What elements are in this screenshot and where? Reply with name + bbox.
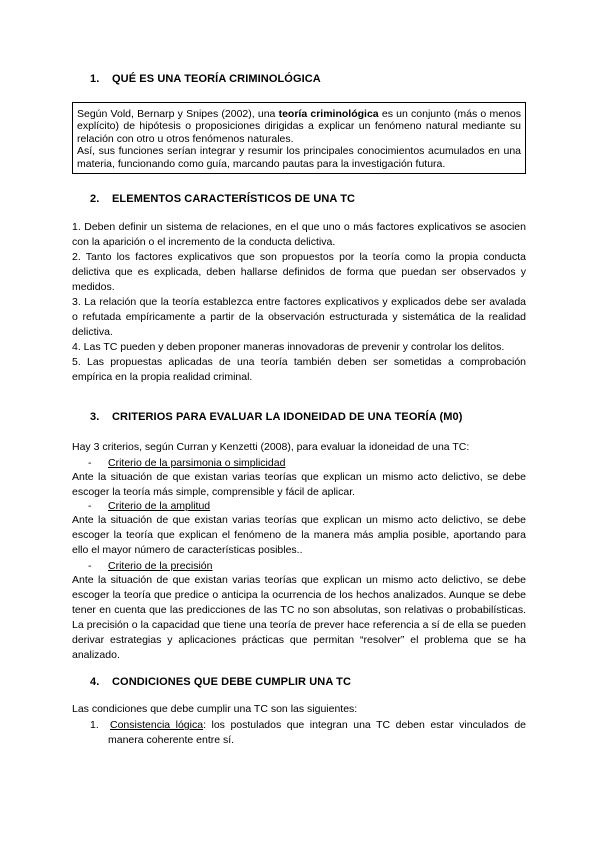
- criterion-3-bullet: [88, 560, 212, 572]
- condition-item-1-number: 1.: [90, 719, 99, 731]
- criterion-1-bullet: [88, 457, 285, 469]
- criterion-3-paragraph: Ante la situación de que existan varias teorías que explican un mismo acto delictivo, se debe escoger la teoría que predice o anticipa la ocurrencia de los hechos analizados. Aunque se debe tener en cuenta que las predicciones de las TC no son absolutas, son relativas o probabilísticas. La precisión o la capacidad que tiene una teoría de prever hace referencia a sí de ella se pueden derivar estrategias y aplicaciones prácticas que permitan “resolver” el problema que se ha analizado.: [72, 574, 526, 661]
- criterion-1-title: Criterio de la parsimonia o simplicidad: [108, 457, 286, 469]
- condition-item-1: [90, 718, 526, 748]
- condition-item-1-text: [90, 718, 526, 748]
- element-item: 2. Tanto los factores explicativos que son propuestos por la teoría como la propia conducta delictiva que es explicada, deben hallarse definidos de forma que puedan ser observados y medidos.: [72, 251, 526, 293]
- criterion-2-paragraph: Ante la situación de que existan varias teorías que explican un mismo acto delictivo, se debe escoger la teoría que explican el fenómeno de la manera más amplia posible, aportando para ello el mayor número de características posibles..: [72, 514, 526, 556]
- definition-paragraph: [77, 108, 521, 145]
- section-4-title: CONDICIONES QUE DEBE CUMPLIR UNA TC: [112, 676, 351, 688]
- element-item: 3. La relación que la teoría establezca entre factores explicativos y explicados debe ser avalada o refutada empíricamente a partir de la observación estructurada y sistemática de la realidad delictiva.: [72, 296, 526, 338]
- section-2-heading: [90, 193, 355, 205]
- section-2-number: 2.: [90, 193, 100, 205]
- element-item: 1. Deben definir un sistema de relaciones, en el que uno o más factores explicativos se asocien con la aparición o el incremento de la conducta delictiva.: [72, 221, 526, 248]
- definition-text-start: Según Vold, Bernarp y Snipes (2002), una: [77, 108, 279, 120]
- section-1-title: QUÉ ES UNA TEORÍA CRIMINOLÓGICA: [112, 73, 321, 85]
- criterion-2-text: [72, 513, 526, 558]
- elements-list: [72, 220, 526, 385]
- criterion-1-paragraph: Ante la situación de que existan varias teorías que explican un mismo acto delictivo, se debe escoger la teoría más simple, comprensible y fácil de aplicar.: [72, 471, 526, 498]
- criterion-3-title: Criterio de la precisión: [108, 560, 213, 572]
- dash-marker: -: [88, 560, 92, 572]
- criterion-3-text: [72, 573, 526, 663]
- criteria-intro-text: Hay 3 criterios, según Curran y Kenzetti (2008), para evaluar la idoneidad de una TC:: [72, 441, 470, 453]
- criterion-2-bullet: [88, 500, 210, 512]
- condition-item-1-title: Consistencia lógica: [110, 719, 204, 731]
- section-4-number: 4.: [90, 676, 100, 688]
- section-1-number: 1.: [90, 73, 100, 85]
- dash-marker: -: [88, 457, 92, 469]
- definition-term: teoría criminológica: [278, 108, 379, 120]
- condition-item-1-body: : los postulados que integran una TC deben estar vinculados de manera coherente entre sí.: [108, 719, 526, 746]
- section-1-heading: [90, 73, 321, 85]
- conditions-intro: [72, 702, 526, 717]
- criterion-1-text: [72, 470, 526, 500]
- section-3-number: 3.: [90, 411, 100, 423]
- element-item: 4. Las TC pueden y deben proponer maneras innovadoras de prevenir y controlar los delitos.: [72, 341, 505, 353]
- definition-box: [72, 102, 526, 174]
- section-2-title: ELEMENTOS CARACTERÍSTICOS DE UNA TC: [112, 193, 356, 205]
- functions-paragraph: Así, sus funciones serían integrar y resumir los principales conocimientos acumulados en una materia, funcionando como guía, marcando pautas para la investigación futura.: [77, 145, 521, 170]
- section-3-title: CRITERIOS PARA EVALUAR LA IDONEIDAD DE UNA TEORÍA (M0): [112, 411, 463, 423]
- section-3-heading: [90, 411, 462, 423]
- element-item: 5. Las propuestas aplicadas de una teoría también deben ser sometidas a comprobación empírica en la propia realidad criminal.: [72, 356, 526, 383]
- section-4-heading: [90, 676, 351, 688]
- definition-text-end: es un conjunto (más o menos explícito) de hipótesis o proposiciones dirigidas a explicar un fenómeno natural mediante su relación con otro u otros fenómenos naturales.: [77, 108, 521, 145]
- criterion-2-title: Criterio de la amplitud: [108, 500, 211, 512]
- conditions-intro-text: Las condiciones que debe cumplir una TC son las siguientes:: [72, 703, 358, 715]
- dash-marker: -: [88, 500, 92, 512]
- criteria-intro: [72, 440, 526, 455]
